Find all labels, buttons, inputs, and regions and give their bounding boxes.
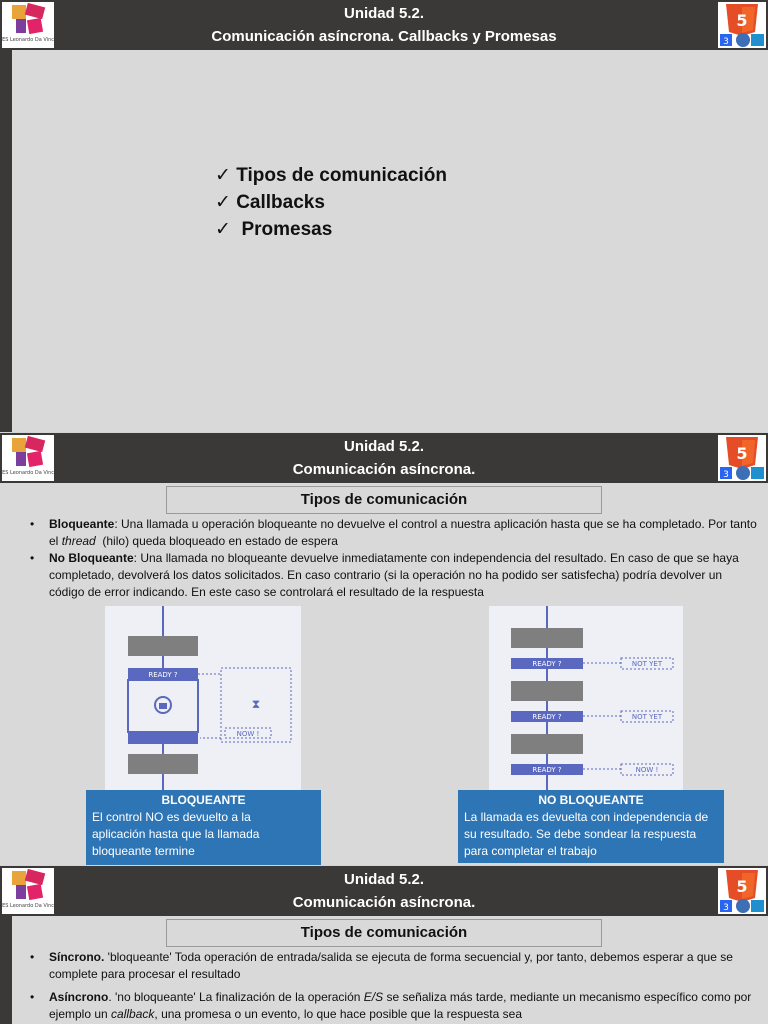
non-blocking-caption-title: NO BLOQUEANTE (538, 793, 644, 807)
bullet-non-blocking (30, 550, 760, 601)
section-banner: Tipos de comunicación (166, 919, 602, 947)
html5-logo (718, 435, 766, 481)
svg-text:READY ?: READY ? (148, 671, 178, 679)
slide-3 (0, 866, 768, 1024)
svg-text:NOT YET: NOT YET (631, 713, 663, 721)
bullet-text: : Una llamada u operación bloqueante no devuelve el control a nuestra aplicación hasta que se ha completado. Por tanto el (49, 517, 757, 548)
slide-1 (0, 0, 768, 432)
bullet-italic: callback (111, 1007, 155, 1021)
svg-text:3: 3 (723, 470, 729, 480)
non-blocking-caption-box (458, 790, 724, 863)
bullet-italic: E/S (363, 990, 384, 1004)
bullet-sync (30, 949, 760, 983)
school-logo (2, 868, 54, 914)
checklist-item: ✓ Callbacks (215, 192, 325, 213)
svg-text:IES Leonardo Da Vinci: IES Leonardo Da Vinci (2, 37, 54, 43)
school-logo (2, 435, 54, 481)
bullet-term: No Bloqueante (49, 551, 134, 565)
header-line-1: Unidad 5.2. (343, 871, 425, 888)
svg-text:READY ?: READY ? (532, 713, 562, 721)
checklist-item: ✓ Promesas (215, 219, 333, 240)
bullet-term: Síncrono. (49, 950, 105, 964)
bullet-italic: thread (61, 534, 96, 548)
svg-text:READY ?: READY ? (532, 766, 562, 774)
non-blocking-caption-text: La llamada es devuelta con independencia de su resultado. Se debe sondear la respuesta para completar el trabajo (464, 810, 709, 858)
bullet-term: Bloqueante (49, 517, 115, 531)
bullet-async (30, 989, 760, 1023)
html5-logo (718, 868, 766, 914)
header-line-2: Comunicación asíncrona. (292, 461, 476, 478)
blocking-caption-box (86, 790, 321, 865)
svg-text:NOW !: NOW ! (236, 730, 260, 738)
checklist-item-label: Callbacks (236, 192, 325, 213)
topic-checklist (215, 162, 447, 243)
svg-text:5: 5 (736, 11, 748, 30)
bullet-text: se señaliza más tarde, mediante un mecanismo específico como por ejemplo un (49, 990, 752, 1021)
checklist-item-label: Tipos de comunicación (236, 165, 448, 186)
svg-text:3: 3 (723, 903, 729, 913)
header-line-1: Unidad 5.2. (343, 438, 425, 455)
slide-header (0, 433, 768, 483)
blocking-caption-title: BLOQUEANTE (161, 793, 246, 807)
bullet-text: , una promesa o un evento, lo que hace posible que la respuesta sea (154, 1007, 522, 1021)
left-accent-bar (0, 916, 12, 1024)
header-line-2: Comunicación asíncrona. Callbacks y Promesas (211, 28, 557, 45)
bullet-term: Asíncrono (49, 990, 109, 1004)
bullet-list (30, 949, 760, 1023)
svg-text:NOT YET: NOT YET (631, 660, 663, 668)
bullet-text: : Una llamada no bloqueante devuelve inmediatamente con independencia del resultado. En caso de que se haya completado, devolverá los datos solicitados. En caso contrario (si la operación no ha podido ser satisfecha) podría devolver un código de error indicando. En este caso se controlará el resultado de la respuesta (49, 551, 739, 599)
school-logo (2, 2, 54, 48)
bullet-text: (hilo) queda bloqueado en estado de espera (95, 534, 338, 548)
checklist-item: ✓ Tipos de comunicación (215, 165, 448, 186)
non-blocking-diagram (489, 606, 683, 792)
blocking-diagram (105, 606, 301, 792)
header-line-2: Comunicación asíncrona. (292, 894, 476, 911)
blocking-caption-text: El control NO es devuelto a la aplicación hasta que la llamada bloqueante termine (92, 810, 260, 858)
svg-text:READY ?: READY ? (532, 660, 562, 668)
slide-header (0, 866, 768, 916)
svg-text:IES Leonardo Da Vinci: IES Leonardo Da Vinci (2, 903, 54, 909)
slide-header (0, 0, 768, 50)
svg-text:5: 5 (736, 444, 748, 463)
svg-text:IES Leonardo Da Vinci: IES Leonardo Da Vinci (2, 470, 54, 476)
slide-2 (0, 433, 768, 865)
bullet-list (30, 516, 760, 601)
header-line-1: Unidad 5.2. (343, 5, 425, 22)
bullet-blocking (30, 516, 760, 550)
svg-text:⧗: ⧗ (251, 697, 261, 711)
section-banner: Tipos de comunicación (166, 486, 602, 514)
bullet-text: 'bloqueante' Toda operación de entrada/salida se ejecuta de forma secuencial y, por tanto, debemos esperar a que se complete para procesar el resultado (49, 950, 733, 981)
svg-text:5: 5 (736, 877, 748, 896)
left-accent-bar (0, 50, 12, 432)
html5-logo (718, 2, 766, 48)
bullet-text: . 'no bloqueante' La finalización de la operación (108, 990, 364, 1004)
checklist-item-label: Promesas (236, 219, 333, 240)
svg-text:NOW !: NOW ! (635, 766, 659, 774)
svg-text:3: 3 (723, 37, 729, 47)
